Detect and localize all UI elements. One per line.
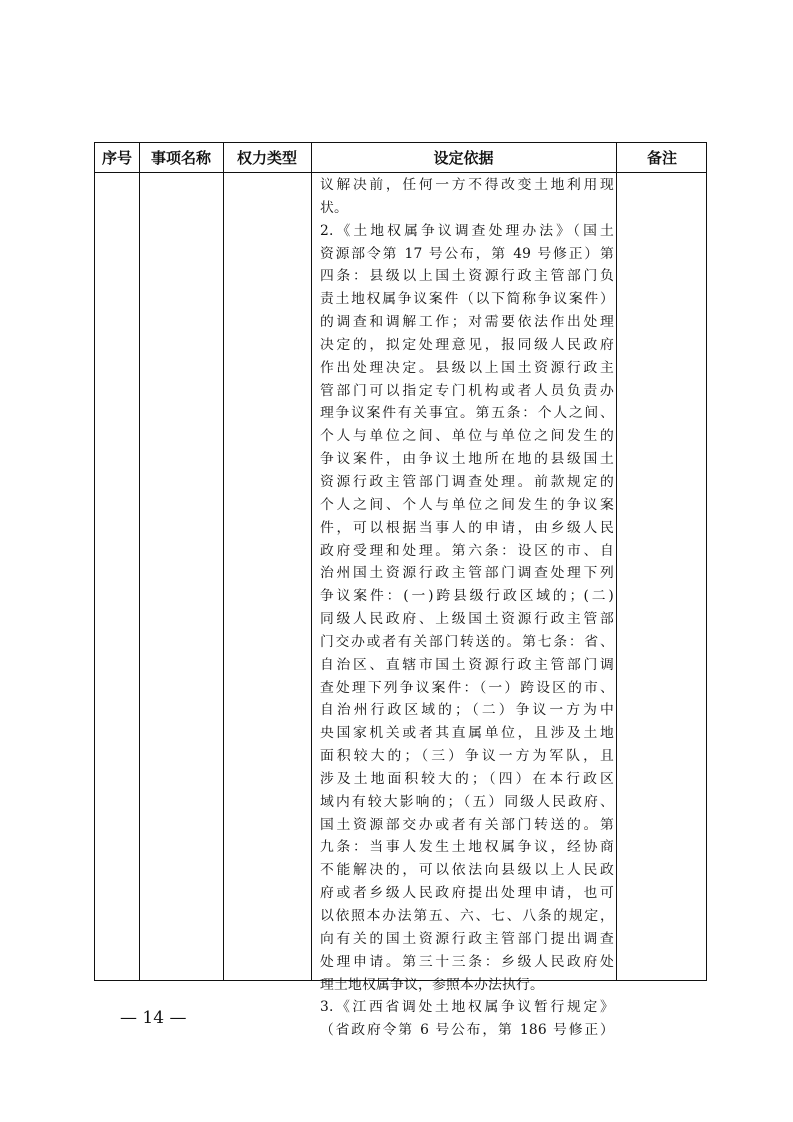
basis-text-line: 争议案件，由争议土地所在地的县级国土 — [320, 451, 614, 468]
basis-text-line: 议解决前，任何一方不得改变土地利用现 — [320, 177, 614, 193]
basis-text-line: 门交办或者有关部门转送的。第七条：省、 — [320, 633, 614, 650]
basis-text-line: 决定的，拟定处理意见，报同级人民政府 — [320, 336, 614, 353]
header-item-name: 事项名称 — [150, 149, 211, 167]
basis-text-line: 处理申请。第三十三条：乡级人民政府处 — [320, 953, 614, 970]
basis-text-line: 以依照本办法第五、六、七、八条的规定， — [320, 908, 614, 924]
basis-text-line: 府或者乡级人民政府提出处理申请，也可 — [320, 885, 614, 902]
basis-text-line: 3.《江西省调处土地权属争议暂行规定》 — [320, 999, 614, 1016]
basis-text-line: 查处理下列争议案件：（一）跨设区的市、 — [320, 679, 614, 696]
column-divider — [139, 143, 140, 980]
basis-text-line: 四条：县级以上国土资源行政主管部门负 — [320, 268, 614, 285]
basis-text-line: 央国家机关或者其直属单位，且涉及土地 — [320, 725, 614, 742]
legal-basis-cell — [320, 174, 614, 1042]
basis-text-line: 政府受理和处理。第六条：设区的市、自 — [320, 542, 614, 559]
basis-text-line: 自治区、直辖市国土资源行政主管部门调 — [320, 656, 614, 673]
basis-text-line: 的调查和调解工作；对需要依法作出处理 — [320, 314, 614, 331]
header-legal-basis: 设定依据 — [433, 149, 494, 167]
basis-text-line: 资源行政主管部门调查处理。前款规定的 — [320, 473, 614, 490]
basis-text-line: 面积较大的；（三）争议一方为军队，且 — [320, 748, 614, 765]
page-number: — 14 — — [120, 1008, 187, 1028]
basis-text-line: 同级人民政府、上级国土资源行政主管部 — [320, 611, 614, 628]
basis-text-line: 国土资源部交办或者有关部门转送的。第 — [320, 816, 614, 833]
basis-text-line: 向有关的国土资源行政主管部门提出调查 — [320, 930, 614, 947]
basis-text-line: 治州国土资源行政主管部门调查处理下列 — [320, 565, 614, 582]
basis-text-line: 涉及土地面积较大的；（四）在本行政区 — [320, 770, 614, 787]
basis-text-line: （省政府令第 6 号公布，第 186 号修正） — [320, 1022, 614, 1039]
basis-text-line: 理争议案件有关事宜。第五条：个人之间、 — [320, 405, 614, 422]
basis-text-line: 责土地权属争议案件（以下简称争议案件） — [320, 291, 614, 308]
basis-text-line: 作出处理决定。县级以上国土资源行政主 — [320, 359, 614, 376]
basis-text-line: 域内有较大影响的；（五）同级人民政府、 — [320, 793, 614, 810]
basis-text-line: 2.《土地权属争议调查处理办法》（国土 — [320, 222, 614, 239]
basis-text-line: 自治州行政区域的；（二）争议一方为中 — [320, 702, 614, 719]
header-remarks: 备注 — [646, 149, 677, 167]
basis-text-line: 个人与单位之间、单位与单位之间发生的 — [320, 428, 614, 445]
header-serial-number: 序号 — [101, 149, 132, 167]
header-power-type: 权力类型 — [236, 149, 297, 167]
column-divider — [616, 143, 617, 980]
basis-text-line: 不能解决的，可以依法向县级以上人民政 — [320, 862, 614, 879]
basis-text-line: 九条：当事人发生土地权属争议，经协商 — [320, 839, 614, 856]
basis-text-line: 个人之间、个人与单位之间发生的争议案 — [320, 496, 614, 513]
basis-text-line: 理土地权属争议，参照本办法执行。 — [320, 976, 544, 993]
column-divider — [223, 143, 224, 980]
basis-text-line: 状。 — [320, 199, 348, 216]
column-divider — [311, 143, 312, 980]
basis-text-line: 管部门可以指定专门机构或者人员负责办 — [320, 382, 614, 399]
basis-text-line: 资源部令第 17 号公布，第 49 号修正）第 — [320, 245, 614, 262]
basis-text-line: 件，可以根据当事人的申请，由乡级人民 — [320, 519, 614, 536]
basis-text-line: 争议案件：(一)跨县级行政区域的；(二) — [320, 588, 614, 605]
